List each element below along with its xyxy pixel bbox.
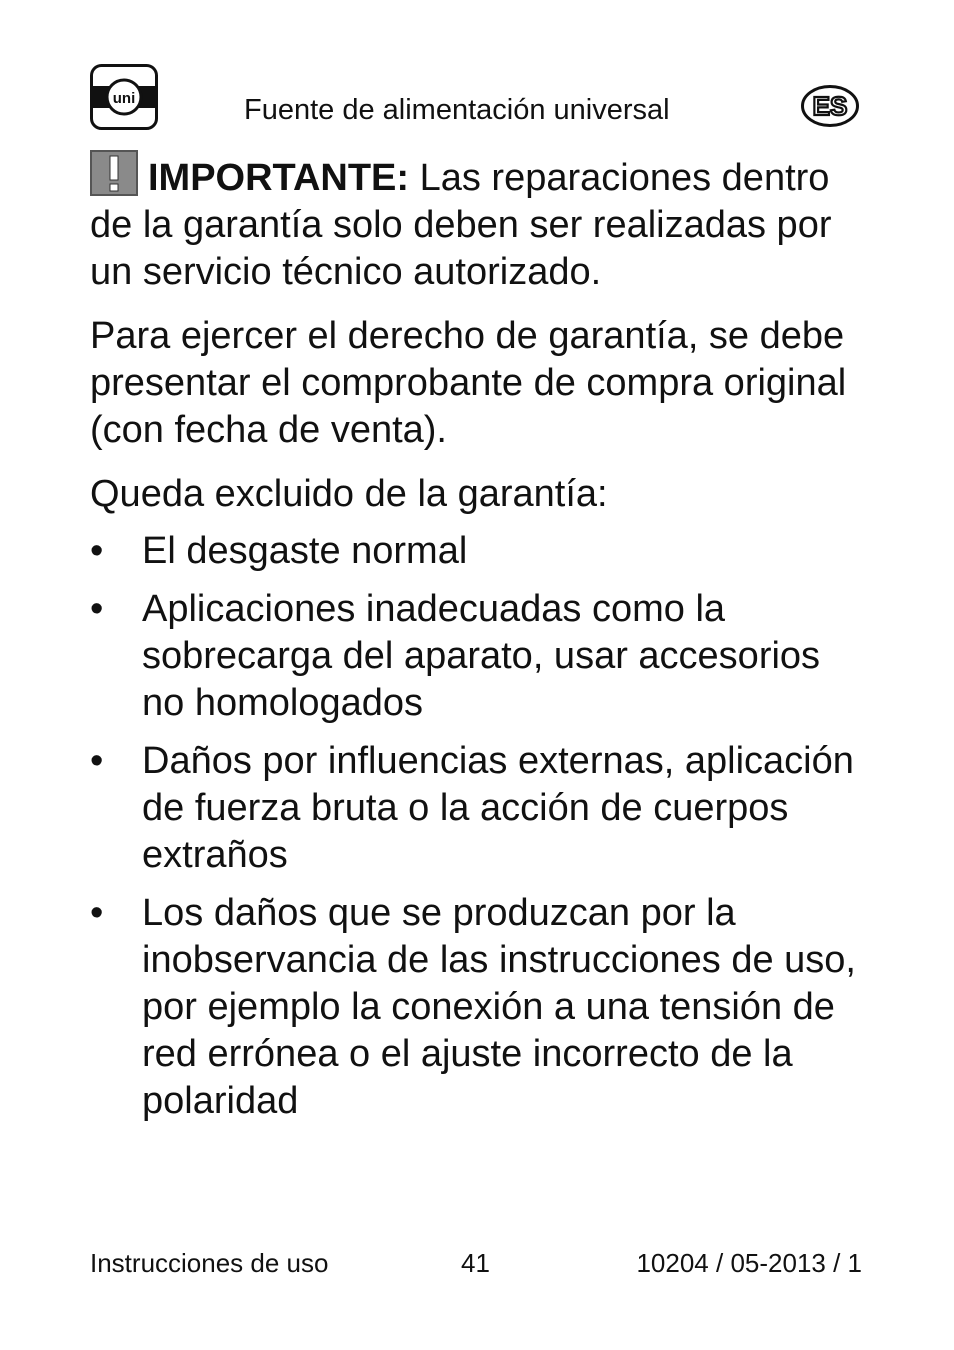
exclamation-warning-icon bbox=[90, 150, 138, 196]
footer-document-type: Instrucciones de uso bbox=[90, 1248, 329, 1278]
language-badge bbox=[800, 84, 860, 128]
footer-page-number: 41 bbox=[461, 1248, 490, 1278]
bullet-icon: • bbox=[90, 892, 104, 934]
uni-logo-icon bbox=[90, 64, 158, 130]
list-item-text: Daños por influencias externas, aplicación de fuerza bruta o la acción de cuerpos extraños bbox=[142, 740, 854, 876]
list-item bbox=[90, 528, 870, 575]
language-badge-label: ES bbox=[812, 91, 848, 121]
important-note bbox=[90, 150, 870, 296]
bullet-icon: • bbox=[90, 740, 104, 782]
warranty-content bbox=[90, 150, 870, 1136]
bullet-icon: • bbox=[90, 588, 104, 630]
logo-text: uni bbox=[112, 90, 136, 107]
list-item bbox=[90, 586, 870, 727]
list-item-text: Aplicaciones inadecuadas como la sobrecarga del aparato, usar accesorios no homologados bbox=[142, 588, 821, 724]
page-header-title: Fuente de alimentación universal bbox=[244, 94, 670, 126]
bullet-icon: • bbox=[90, 530, 104, 572]
proof-of-purchase-paragraph: Para ejercer el derecho de garantía, se debe presentar el comprobante de compra original (con fecha de venta). bbox=[90, 315, 847, 451]
important-text: Las reparaciones dentro de la garantía solo deben ser realizadas por un servicio técnico autorizado. bbox=[90, 157, 832, 293]
exclusions-heading: Queda excluido de la garantía: bbox=[90, 473, 608, 515]
exclusions-list bbox=[90, 528, 870, 1125]
list-item-text: El desgaste normal bbox=[142, 530, 468, 572]
footer-document-code: 10204 / 05-2013 / 1 bbox=[636, 1248, 862, 1278]
important-label: IMPORTANTE: bbox=[148, 157, 410, 199]
list-item bbox=[90, 890, 870, 1125]
list-item bbox=[90, 738, 870, 879]
list-item-text: Los daños que se produzcan por la inobservancia de las instrucciones de uso, por ejemplo la conexión a una tensión de red errónea o el ajuste incorrecto de la polaridad bbox=[142, 892, 856, 1122]
